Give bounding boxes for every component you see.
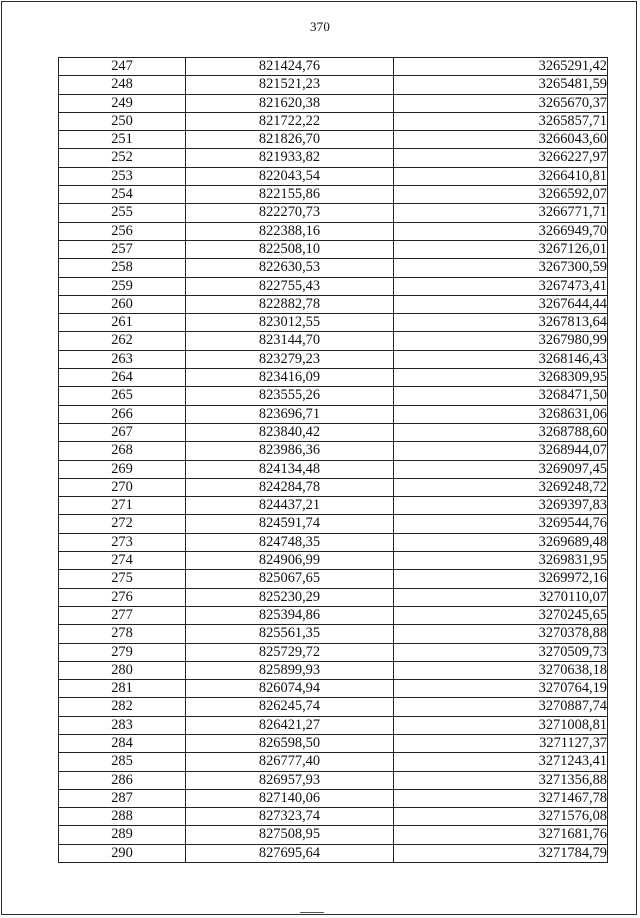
table-row (59, 552, 608, 570)
x-coordinate-cell: 826957,93 (186, 771, 394, 789)
y-coordinate-cell: 3269097,45 (394, 460, 608, 478)
point-number-cell: 256 (59, 222, 186, 240)
point-number-cell: 282 (59, 698, 186, 716)
y-coordinate-cell: 3268146,43 (394, 350, 608, 368)
y-coordinate-cell: 3266771,71 (394, 204, 608, 222)
y-coordinate-cell: 3271008,81 (394, 716, 608, 734)
point-number-cell: 290 (59, 844, 186, 862)
x-coordinate-cell: 824748,35 (186, 533, 394, 551)
x-coordinate-cell: 825899,93 (186, 661, 394, 679)
table-row (59, 771, 608, 789)
point-number-cell: 266 (59, 405, 186, 423)
y-coordinate-cell: 3267644,44 (394, 295, 608, 313)
table-row (59, 369, 608, 387)
y-coordinate-cell: 3271467,78 (394, 789, 608, 807)
point-number-cell: 277 (59, 606, 186, 624)
table-row (59, 149, 608, 167)
x-coordinate-cell: 822755,43 (186, 277, 394, 295)
table-row (59, 478, 608, 496)
table-row (59, 186, 608, 204)
x-coordinate-cell: 827140,06 (186, 789, 394, 807)
table-row (59, 94, 608, 112)
table-row (59, 423, 608, 441)
y-coordinate-cell: 3267126,01 (394, 240, 608, 258)
table-row (59, 844, 608, 862)
point-number-cell: 261 (59, 314, 186, 332)
point-number-cell: 273 (59, 533, 186, 551)
table-row (59, 405, 608, 423)
y-coordinate-cell: 3270638,18 (394, 661, 608, 679)
table-row (59, 808, 608, 826)
x-coordinate-cell: 823012,55 (186, 314, 394, 332)
point-number-cell: 284 (59, 734, 186, 752)
point-number-cell: 288 (59, 808, 186, 826)
table-row (59, 661, 608, 679)
point-number-cell: 250 (59, 112, 186, 130)
point-number-cell: 280 (59, 661, 186, 679)
table-row (59, 58, 608, 76)
y-coordinate-cell: 3266410,81 (394, 167, 608, 185)
point-number-cell: 285 (59, 753, 186, 771)
y-coordinate-cell: 3267980,99 (394, 332, 608, 350)
y-coordinate-cell: 3270110,07 (394, 588, 608, 606)
x-coordinate-cell: 821424,76 (186, 58, 394, 76)
x-coordinate-cell: 822043,54 (186, 167, 394, 185)
point-number-cell: 275 (59, 570, 186, 588)
table-row (59, 204, 608, 222)
page-bottom-mark (300, 912, 324, 913)
point-number-cell: 249 (59, 94, 186, 112)
page-number: 370 (309, 19, 331, 34)
table-row (59, 76, 608, 94)
table-row (59, 314, 608, 332)
x-coordinate-cell: 825230,29 (186, 588, 394, 606)
x-coordinate-cell: 823555,26 (186, 387, 394, 405)
y-coordinate-cell: 3271681,76 (394, 826, 608, 844)
x-coordinate-cell: 822388,16 (186, 222, 394, 240)
y-coordinate-cell: 3266227,97 (394, 149, 608, 167)
point-number-cell: 247 (59, 58, 186, 76)
y-coordinate-cell: 3269397,83 (394, 497, 608, 515)
point-number-cell: 263 (59, 350, 186, 368)
y-coordinate-cell: 3268631,06 (394, 405, 608, 423)
table-row (59, 588, 608, 606)
table-row (59, 277, 608, 295)
point-number-cell: 289 (59, 826, 186, 844)
point-number-cell: 254 (59, 186, 186, 204)
table-row (59, 606, 608, 624)
y-coordinate-cell: 3269248,72 (394, 478, 608, 496)
y-coordinate-cell: 3269972,16 (394, 570, 608, 588)
x-coordinate-cell: 823416,09 (186, 369, 394, 387)
y-coordinate-cell: 3265481,59 (394, 76, 608, 94)
table-row (59, 698, 608, 716)
y-coordinate-cell: 3267813,64 (394, 314, 608, 332)
table-row (59, 680, 608, 698)
point-number-cell: 257 (59, 240, 186, 258)
table-row (59, 350, 608, 368)
table-row (59, 442, 608, 460)
x-coordinate-cell: 826074,94 (186, 680, 394, 698)
y-coordinate-cell: 3270887,74 (394, 698, 608, 716)
table-row (59, 716, 608, 734)
x-coordinate-cell: 823840,42 (186, 423, 394, 441)
x-coordinate-cell: 821933,82 (186, 149, 394, 167)
point-number-cell: 272 (59, 515, 186, 533)
point-number-cell: 283 (59, 716, 186, 734)
x-coordinate-cell: 823696,71 (186, 405, 394, 423)
x-coordinate-cell: 822270,73 (186, 204, 394, 222)
y-coordinate-cell: 3265291,42 (394, 58, 608, 76)
y-coordinate-cell: 3271784,79 (394, 844, 608, 862)
y-coordinate-cell: 3270245,65 (394, 606, 608, 624)
x-coordinate-cell: 823279,23 (186, 350, 394, 368)
x-coordinate-cell: 826421,27 (186, 716, 394, 734)
table-row (59, 734, 608, 752)
x-coordinate-cell: 821620,38 (186, 94, 394, 112)
y-coordinate-cell: 3269831,95 (394, 552, 608, 570)
x-coordinate-cell: 827508,95 (186, 826, 394, 844)
x-coordinate-cell: 821826,70 (186, 131, 394, 149)
y-coordinate-cell: 3271127,37 (394, 734, 608, 752)
y-coordinate-cell: 3268788,60 (394, 423, 608, 441)
point-number-cell: 253 (59, 167, 186, 185)
table-row (59, 533, 608, 551)
x-coordinate-cell: 822630,53 (186, 259, 394, 277)
y-coordinate-cell: 3265670,37 (394, 94, 608, 112)
point-number-cell: 265 (59, 387, 186, 405)
table-row (59, 112, 608, 130)
table-row (59, 460, 608, 478)
table-row (59, 570, 608, 588)
table-row (59, 753, 608, 771)
point-number-cell: 269 (59, 460, 186, 478)
x-coordinate-cell: 826598,50 (186, 734, 394, 752)
y-coordinate-cell: 3269689,48 (394, 533, 608, 551)
point-number-cell: 278 (59, 625, 186, 643)
point-number-cell: 248 (59, 76, 186, 94)
x-coordinate-cell: 824134,48 (186, 460, 394, 478)
table-row (59, 259, 608, 277)
point-number-cell: 267 (59, 423, 186, 441)
table-row (59, 497, 608, 515)
table-row (59, 295, 608, 313)
x-coordinate-cell: 821521,23 (186, 76, 394, 94)
point-number-cell: 274 (59, 552, 186, 570)
coordinates-table (58, 57, 608, 863)
y-coordinate-cell: 3267300,59 (394, 259, 608, 277)
point-number-cell: 268 (59, 442, 186, 460)
point-number-cell: 271 (59, 497, 186, 515)
x-coordinate-cell: 822155,86 (186, 186, 394, 204)
table-row (59, 131, 608, 149)
table-row (59, 625, 608, 643)
x-coordinate-cell: 823144,70 (186, 332, 394, 350)
x-coordinate-cell: 821722,22 (186, 112, 394, 130)
x-coordinate-cell: 824437,21 (186, 497, 394, 515)
x-coordinate-cell: 822508,10 (186, 240, 394, 258)
point-number-cell: 286 (59, 771, 186, 789)
y-coordinate-cell: 3268471,50 (394, 387, 608, 405)
y-coordinate-cell: 3266592,07 (394, 186, 608, 204)
table-row (59, 789, 608, 807)
y-coordinate-cell: 3269544,76 (394, 515, 608, 533)
x-coordinate-cell: 824284,78 (186, 478, 394, 496)
point-number-cell: 252 (59, 149, 186, 167)
x-coordinate-cell: 825394,86 (186, 606, 394, 624)
point-number-cell: 270 (59, 478, 186, 496)
x-coordinate-cell: 822882,78 (186, 295, 394, 313)
table-row (59, 643, 608, 661)
y-coordinate-cell: 3271243,41 (394, 753, 608, 771)
y-coordinate-cell: 3268944,07 (394, 442, 608, 460)
y-coordinate-cell: 3270509,73 (394, 643, 608, 661)
x-coordinate-cell: 825561,35 (186, 625, 394, 643)
y-coordinate-cell: 3270764,19 (394, 680, 608, 698)
x-coordinate-cell: 826245,74 (186, 698, 394, 716)
point-number-cell: 258 (59, 259, 186, 277)
x-coordinate-cell: 827323,74 (186, 808, 394, 826)
table-row (59, 387, 608, 405)
y-coordinate-cell: 3271356,88 (394, 771, 608, 789)
table-row (59, 222, 608, 240)
x-coordinate-cell: 825067,65 (186, 570, 394, 588)
y-coordinate-cell: 3268309,95 (394, 369, 608, 387)
point-number-cell: 262 (59, 332, 186, 350)
table-row (59, 167, 608, 185)
table-row (59, 826, 608, 844)
y-coordinate-cell: 3267473,41 (394, 277, 608, 295)
y-coordinate-cell: 3270378,88 (394, 625, 608, 643)
point-number-cell: 264 (59, 369, 186, 387)
x-coordinate-cell: 824906,99 (186, 552, 394, 570)
y-coordinate-cell: 3266949,70 (394, 222, 608, 240)
x-coordinate-cell: 823986,36 (186, 442, 394, 460)
y-coordinate-cell: 3266043,60 (394, 131, 608, 149)
point-number-cell: 260 (59, 295, 186, 313)
point-number-cell: 251 (59, 131, 186, 149)
point-number-cell: 287 (59, 789, 186, 807)
table-row (59, 240, 608, 258)
x-coordinate-cell: 826777,40 (186, 753, 394, 771)
table-row (59, 515, 608, 533)
point-number-cell: 259 (59, 277, 186, 295)
x-coordinate-cell: 824591,74 (186, 515, 394, 533)
x-coordinate-cell: 827695,64 (186, 844, 394, 862)
point-number-cell: 279 (59, 643, 186, 661)
coordinates-table-body (59, 58, 608, 863)
point-number-cell: 276 (59, 588, 186, 606)
point-number-cell: 255 (59, 204, 186, 222)
point-number-cell: 281 (59, 680, 186, 698)
table-row (59, 332, 608, 350)
y-coordinate-cell: 3265857,71 (394, 112, 608, 130)
x-coordinate-cell: 825729,72 (186, 643, 394, 661)
y-coordinate-cell: 3271576,08 (394, 808, 608, 826)
